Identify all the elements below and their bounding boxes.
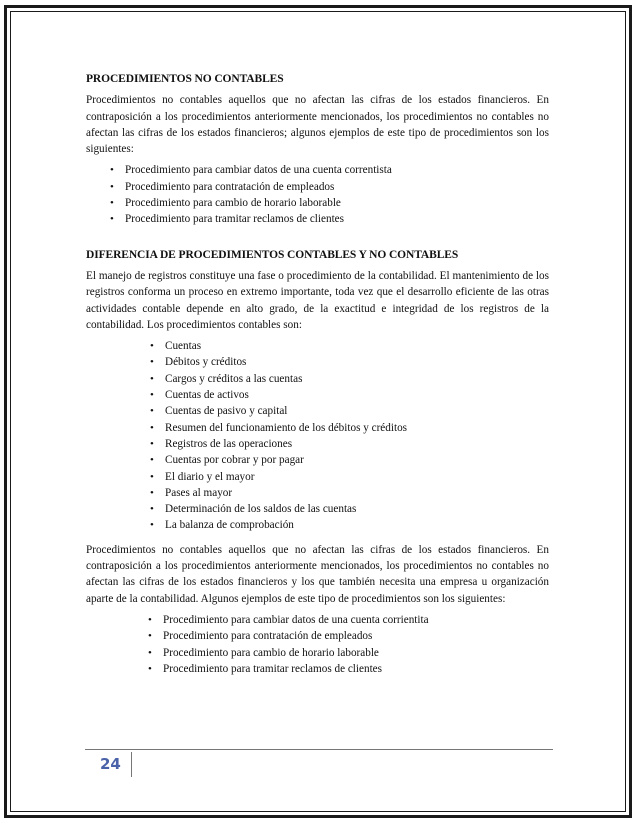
section1-heading: PROCEDIMIENTOS NO CONTABLES [86,73,284,85]
list-item: • Procedimiento para cambiar datos de una cuenta corrientita [163,612,549,628]
list-item: • Registros de las operaciones [165,436,549,452]
list-item: • Cuentas por cobrar y por pagar [165,452,549,468]
list-item: • Procedimiento para tramitar reclamos de clientes [163,661,549,677]
list-item: • Cuentas de activos [165,387,549,403]
list-item: • Determinación de los saldos de las cuentas [165,501,549,517]
section2-heading: DIFERENCIA DE PROCEDIMIENTOS CONTABLES Y NO CONTABLES [86,248,459,261]
list-item: • Procedimiento para cambio de horario laborable [163,645,549,661]
list-item: • Cuentas de pasivo y capital [165,403,549,419]
list-item: • Pases al mayor [165,485,549,501]
list-item: • La balanza de comprobación [165,517,549,533]
footer-vertical-divider [131,752,132,777]
page-number: 24 [100,755,121,773]
list-item: • Cuentas [165,338,549,354]
list-item: • El diario y el mayor [165,469,549,485]
list-item: • Procedimiento para cambio de horario laborable [125,195,549,211]
list-item: • Procedimiento para contratación de empleados [125,179,549,195]
list-item: • Procedimiento para contratación de empleados [163,628,549,644]
section3-list [86,612,549,677]
list-item: • Resumen del funcionamiento de los débitos y créditos [165,420,549,436]
section3-paragraph: Procedimientos no contables aquellos que no afectan las cifras de los estados financieros. En contraposición a los procedimientos anteriormente mencionados, los procedimientos no contables no afectan las cifras de los estados financieros y los que también necesita una empresa u organización aparte de la contabilidad. Algunos ejemplos de este tipo de procedimientos son los siguientes: [86,543,549,605]
list-item: • Procedimiento para cambiar datos de una cuenta correntista [125,162,549,178]
list-item: • Cargos y créditos a las cuentas [165,371,549,387]
section2-list [86,338,549,534]
document-body [86,71,549,677]
list-item: • Procedimiento para tramitar reclamos de clientes [125,211,549,227]
footer-divider [85,749,553,750]
section1-paragraph: Procedimientos no contables aquellos que no afectan las cifras de los estados financieros. En contraposición a los procedimientos anteriormente mencionados, los procedimientos no contables no afectan las cifras de los estados financieros; algunos ejemplos de este tipo de procedimientos son los siguientes: [86,94,549,156]
section1-list [86,162,549,227]
list-item: • Débitos y créditos [165,354,549,370]
section2-paragraph: El manejo de registros constituye una fase o procedimiento de la contabilidad. El mantenimiento de los registros conforma un proceso en extremo importante, toda vez que el desarrollo eficiente de las otras actividades contable depende en alto grado, de la exactitud e integridad de los registros de la contabilidad. Los procedimientos contables son: [86,269,549,331]
